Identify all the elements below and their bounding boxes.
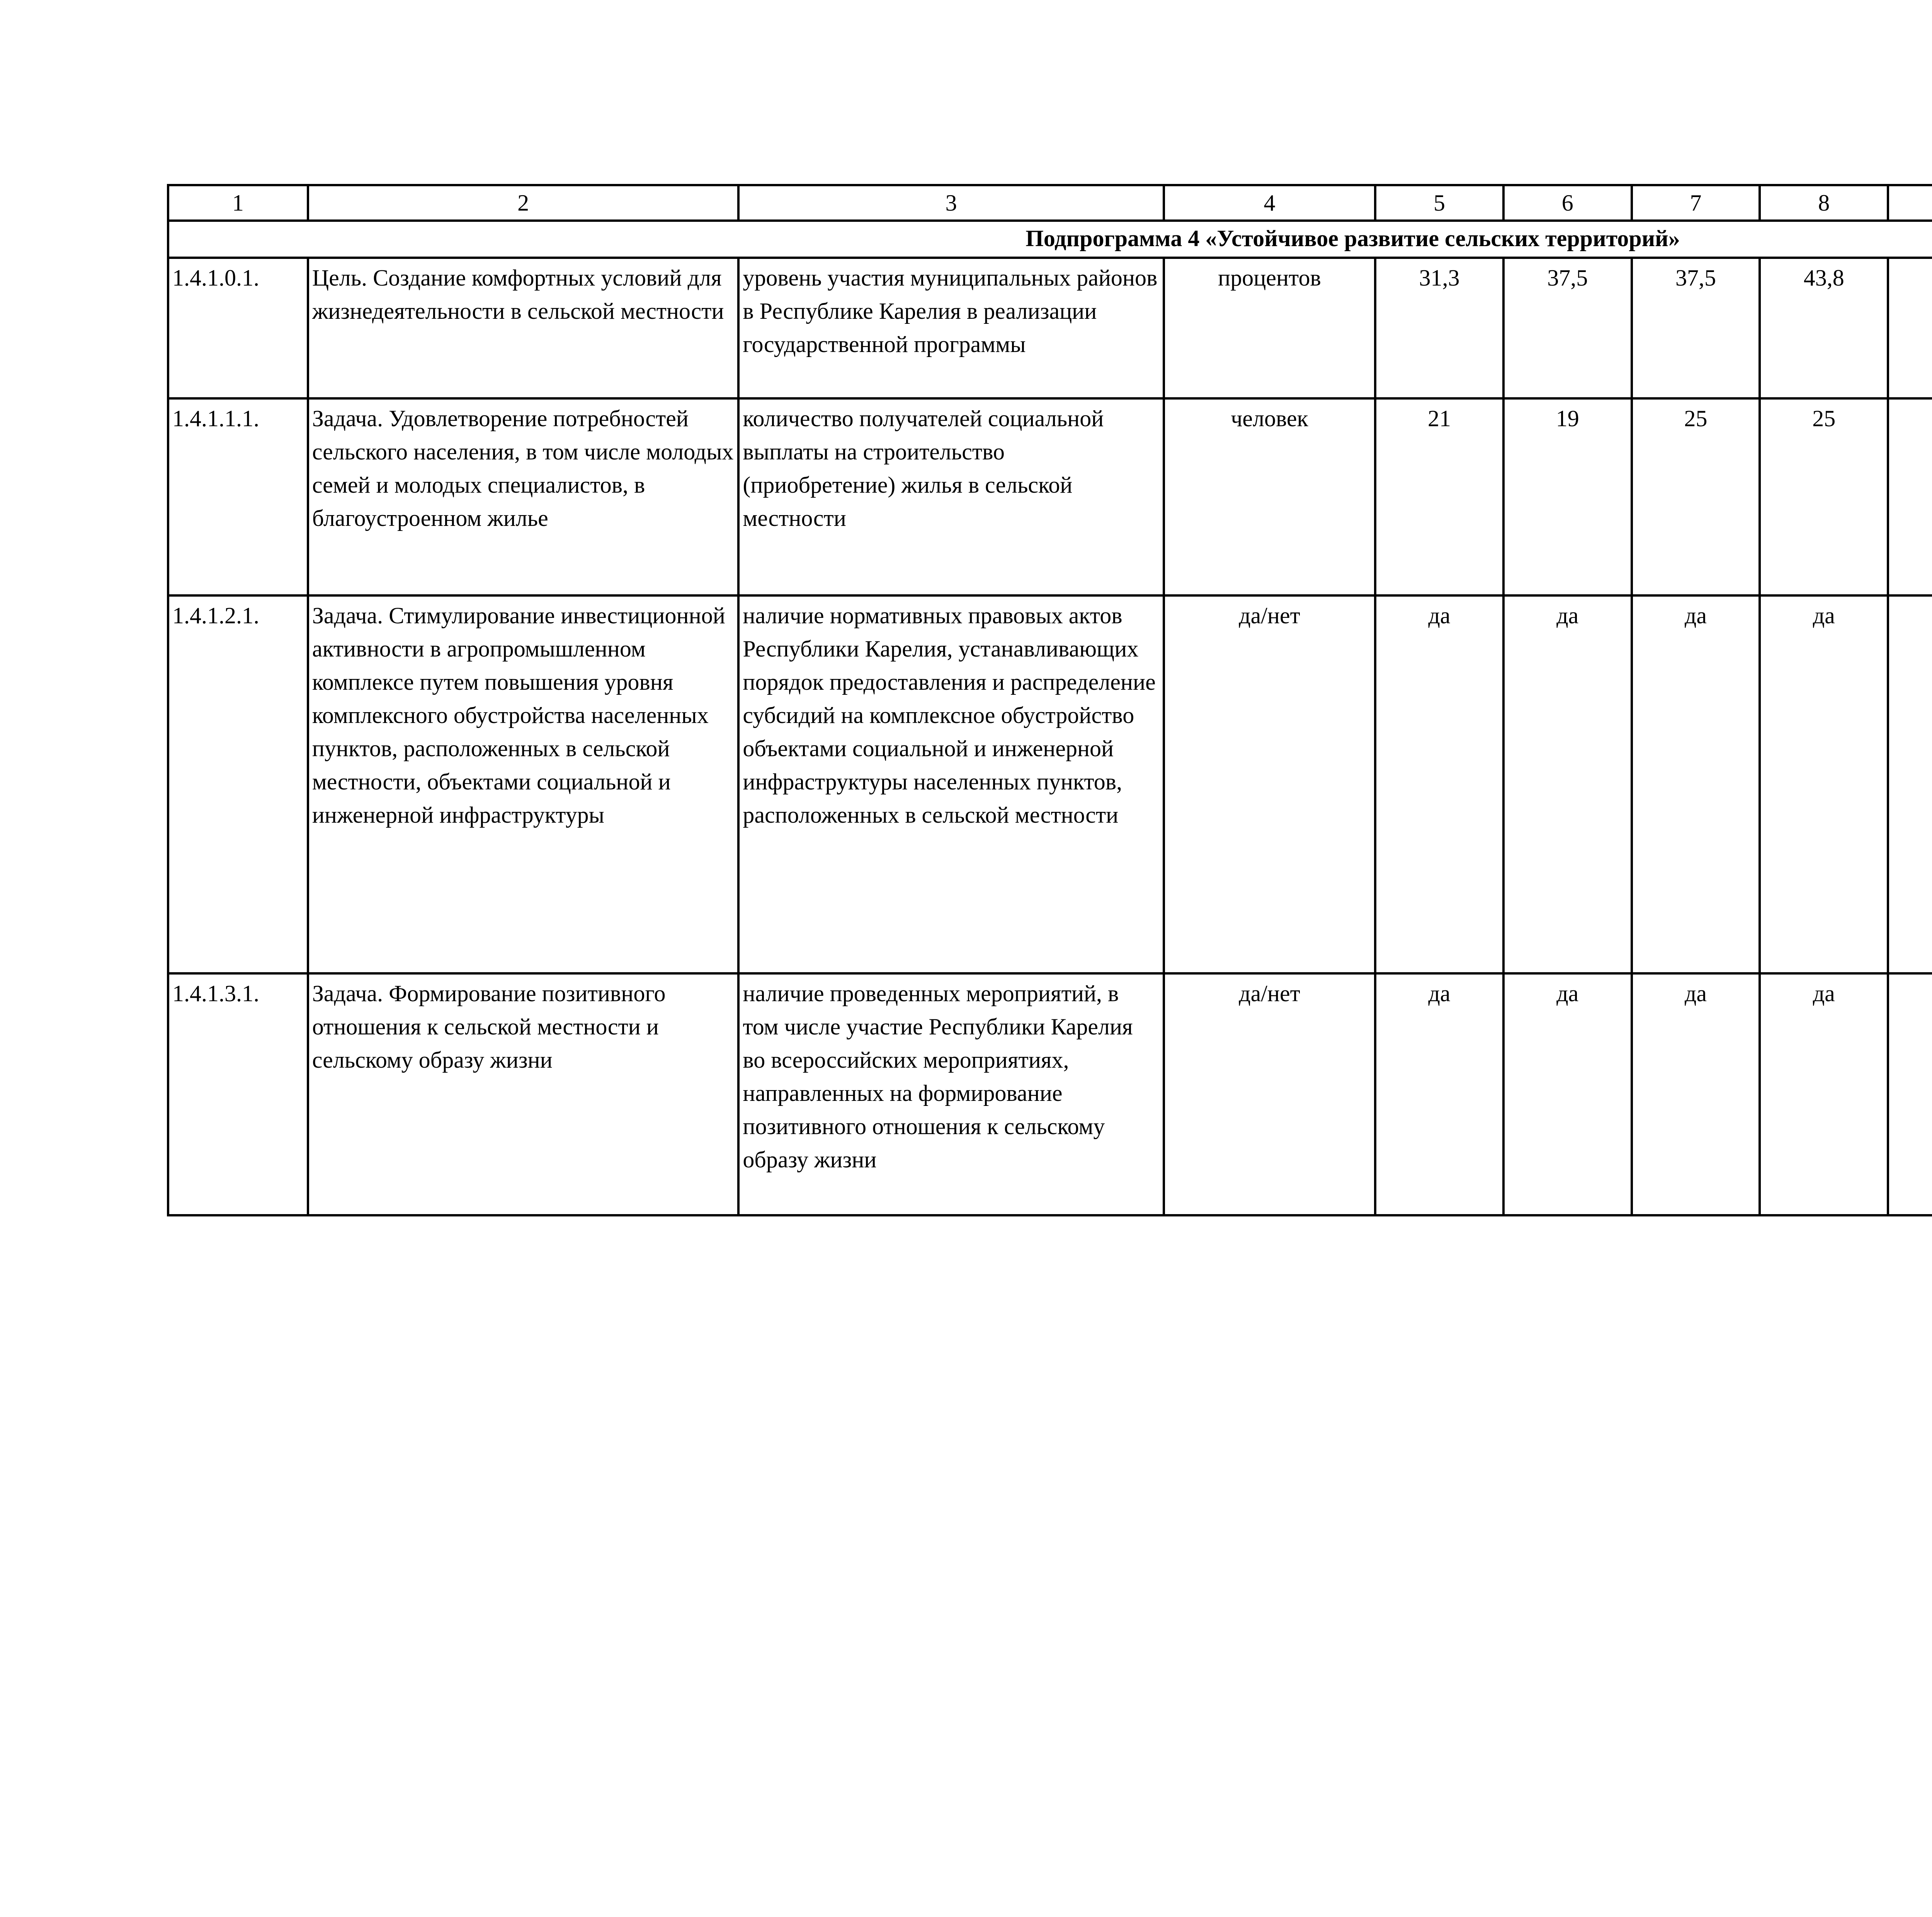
row-value: да: [1375, 595, 1503, 973]
row-indicator: количество получателей социальной выплаты на строительство (приобретение) жилья в сельской местности: [738, 398, 1164, 595]
row-value: да: [1760, 595, 1888, 973]
row-value: да: [1760, 973, 1888, 1215]
table-row: [168, 258, 1932, 398]
row-value: [1888, 258, 1932, 398]
table-row: [168, 398, 1932, 595]
column-number: [1888, 185, 1932, 221]
row-unit: человек: [1164, 398, 1375, 595]
subprogram-row: [168, 221, 1932, 258]
row-unit: процентов: [1164, 258, 1375, 398]
row-indicator: уровень участия муниципальных районов в Республике Карелия в реализации государственной программы: [738, 258, 1164, 398]
row-value: [1888, 595, 1932, 973]
column-number: 6: [1503, 185, 1632, 221]
row-code: 1.4.1.1.1.: [168, 398, 308, 595]
row-value: да: [1503, 595, 1632, 973]
row-goal: Задача. Удовлетворение потребностей сельского населения, в том числе молодых семей и молодых специалистов, в благоустроенном жилье: [308, 398, 739, 595]
row-value: [1888, 398, 1932, 595]
subprogram-title: Подпрограмма 4 «Устойчивое развитие сельских территорий»: [168, 221, 1932, 258]
column-number: 8: [1760, 185, 1888, 221]
row-unit: да/нет: [1164, 595, 1375, 973]
table-row: [168, 595, 1932, 973]
row-value: 37,5: [1503, 258, 1632, 398]
row-value: да: [1632, 595, 1760, 973]
row-unit: да/нет: [1164, 973, 1375, 1215]
row-indicator: наличие нормативных правовых актов Республики Карелия, устанавливающих порядок предоставления и распределение субсидий на комплексное обустройство объектами социальной и инженерной инфраструктуры населенных пунктов, расположенных в сельской местности: [738, 595, 1164, 973]
row-value: да: [1503, 973, 1632, 1215]
row-value: 21: [1375, 398, 1503, 595]
row-value: 31,3: [1375, 258, 1503, 398]
column-number: 7: [1632, 185, 1760, 221]
column-number-row: [168, 185, 1932, 221]
row-value: 25: [1760, 398, 1888, 595]
column-number: 3: [738, 185, 1164, 221]
row-value: [1888, 973, 1932, 1215]
column-number: 1: [168, 185, 308, 221]
row-value: да: [1632, 973, 1760, 1215]
row-code: 1.4.1.0.1.: [168, 258, 308, 398]
row-value: да: [1375, 973, 1503, 1215]
row-value: 43,8: [1760, 258, 1888, 398]
row-goal: Задача. Стимулирование инвестиционной активности в агропромышленном комплексе путем повышения уровня комплексного обустройства населенных пунктов, расположенных в сельской местности, объектами социальной и инженерной инфраструктуры: [308, 595, 739, 973]
indicators-table: [167, 184, 1932, 1216]
row-code: 1.4.1.2.1.: [168, 595, 308, 973]
row-code: 1.4.1.3.1.: [168, 973, 308, 1215]
row-goal: Задача. Формирование позитивного отношения к сельской местности и сельскому образу жизни: [308, 973, 739, 1215]
row-value: 37,5: [1632, 258, 1760, 398]
column-number: 4: [1164, 185, 1375, 221]
table-row: [168, 973, 1932, 1215]
row-value: 19: [1503, 398, 1632, 595]
column-number: 5: [1375, 185, 1503, 221]
row-goal: Цель. Создание комфортных условий для жизнедеятельности в сельской местности: [308, 258, 739, 398]
row-value: 25: [1632, 398, 1760, 595]
row-indicator: наличие проведенных мероприятий, в том числе участие Республики Карелия во всероссийских мероприятиях, направленных на формирование позитивного отношения к сельскому образу жизни: [738, 973, 1164, 1215]
column-number: 2: [308, 185, 739, 221]
